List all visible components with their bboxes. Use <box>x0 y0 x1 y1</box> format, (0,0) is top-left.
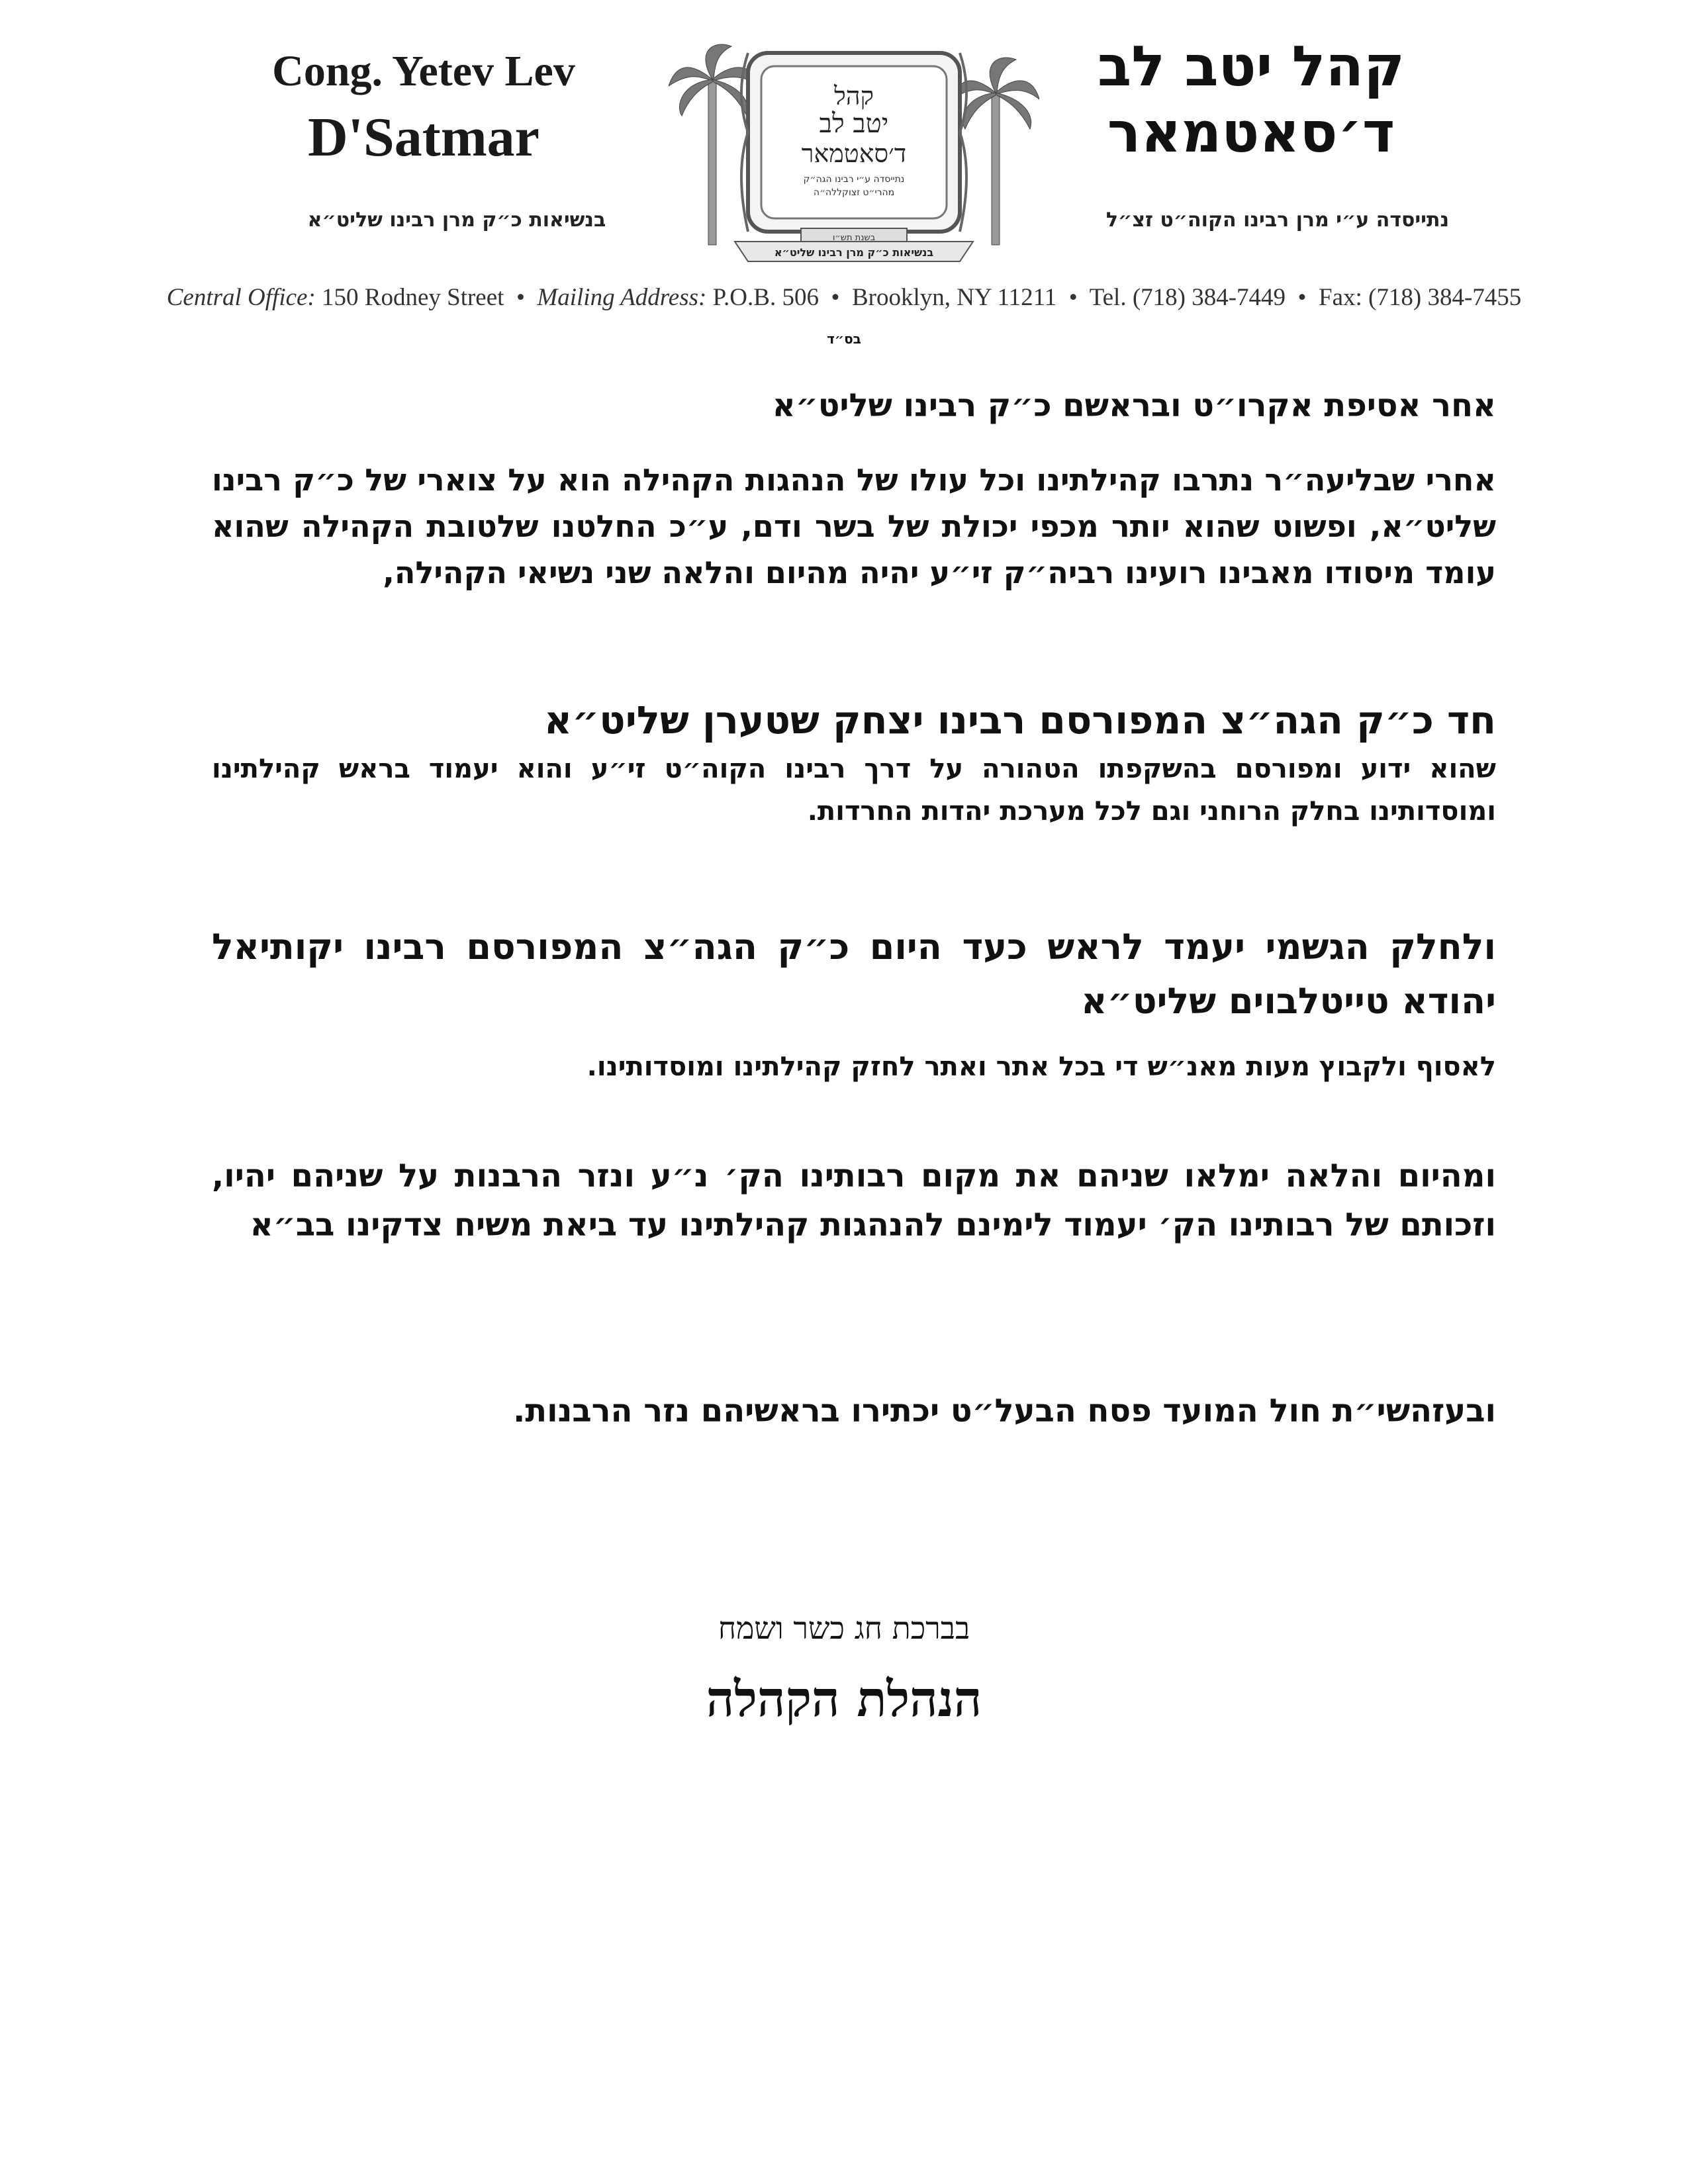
separator-dot: • <box>831 284 840 311</box>
crest-graphic <box>669 33 1039 271</box>
paragraph-first-leader-heading: חד כ״ק הגה״צ המפורסם רבינו יצחק שטערן שליט״א <box>543 698 1496 743</box>
paragraph-both-leaders: ומהיום והלאה ימלאו שניהם את מקום רבותינו הק׳ נ״ע ונזר הרבנות על שניהם יהיו, וזכותם של רבותינו הק׳ יעמוד לימינם להנהגות קהילתינו עד ביאת משיח צדקינו בב״א <box>212 1158 1496 1244</box>
crest-small2: מהרי״ט זצוקללה״ה <box>813 187 895 198</box>
org-name-hebrew-line1: קהל יטב לב <box>1098 34 1405 99</box>
left-subline: בנשיאות כ״ק מרן רבינו שליט״א <box>307 208 606 232</box>
signer-name: הנהלת הקהלה <box>706 1671 982 1728</box>
phone-value: Tel. (718) 384-7449 <box>1089 284 1286 311</box>
address-line <box>119 283 1569 312</box>
bsd-mark: בס״ד <box>827 331 861 347</box>
org-name-hebrew-line2: ד׳סאטמאר <box>1107 100 1395 165</box>
paragraph-assembly: אחר אסיפת אקרו״ט ובראשם כ״ק רבינו שליט״א <box>772 387 1496 424</box>
mailing-address-label: Mailing Address: <box>537 284 707 311</box>
greeting-line: בברכת חג כשר ושמח <box>718 1610 970 1646</box>
paragraph-intro: אחרי שבליעה״ר נתרבו קהילתינו וכל עולו של הנהגות הקהילה הוא על צוארי של כ״ק רבינו שליט״א, ופשוט שהוא יותר מכפי יכולת של בשר ודם, ע״כ החלטנו שלטובת הקהילה שהוא עומד מיסודו מאבינו רועינו רביה״ק זי״ע יהיה מהיום והלאה שני נשיאי הקהילה, <box>212 462 1496 590</box>
right-subline: נתייסדה ע״י מרן רבינו הקוה״ט זצ״ל <box>1105 208 1450 232</box>
fax-value: Fax: (718) 384-7455 <box>1319 284 1522 311</box>
paragraph-second-leader-heading: ולחלק הגשמי יעמד לראש כעד היום כ״ק הגה״צ המפורסם רבינו יקותיאל יהודא טייטלבוים שליט״א <box>212 926 1496 1022</box>
mailing-address-value: P.O.B. 506 <box>712 284 819 311</box>
separator-dot: • <box>1297 284 1307 311</box>
crest-line1: קהל <box>834 81 874 111</box>
central-office-value: 150 Rodney Street <box>322 284 504 311</box>
city-value: Brooklyn, NY 11211 <box>851 284 1057 311</box>
paragraph-coronation: ובעזהשי״ת חול המועד פסח הבעל״ט יכתירו בראשיהם נזר הרבנות. <box>513 1392 1496 1430</box>
separator-dot: • <box>1068 284 1078 311</box>
crest-small1: נתייסדה ע״י רבינו הגה״ק <box>803 174 905 185</box>
paragraph-second-leader-body: לאסוף ולקבוץ מעות מאנ״ש די בכל אתר ואתר לחזק קהילתינו ומוסדותינו. <box>586 1052 1496 1082</box>
paragraph-first-leader-body: שהוא ידוע ומפורסם בהשקפתו הטהורה על דרך רבינו הקוה״ט זי״ע והוא יעמוד בראש קהילתינו ומוסדותינו בחלק הרוחני וגם לכל מערכת יהדות החרדות. <box>212 754 1496 827</box>
central-office-label: Central Office: <box>166 284 316 311</box>
crest-logo <box>669 33 1039 271</box>
org-name-english-line2: D'Satmar <box>308 107 539 168</box>
org-name-english-line1: Cong. Yetev Lev <box>272 47 575 95</box>
crest-line2: יטב לב <box>819 109 889 139</box>
crest-ribbon-text: בנשיאות כ״ק מרן רבינו שליט״א <box>774 246 934 259</box>
crest-line3: ד׳סאטמאר <box>801 139 907 168</box>
separator-dot: • <box>516 284 525 311</box>
crest-base-text: בשנת תש״ו <box>832 233 876 243</box>
